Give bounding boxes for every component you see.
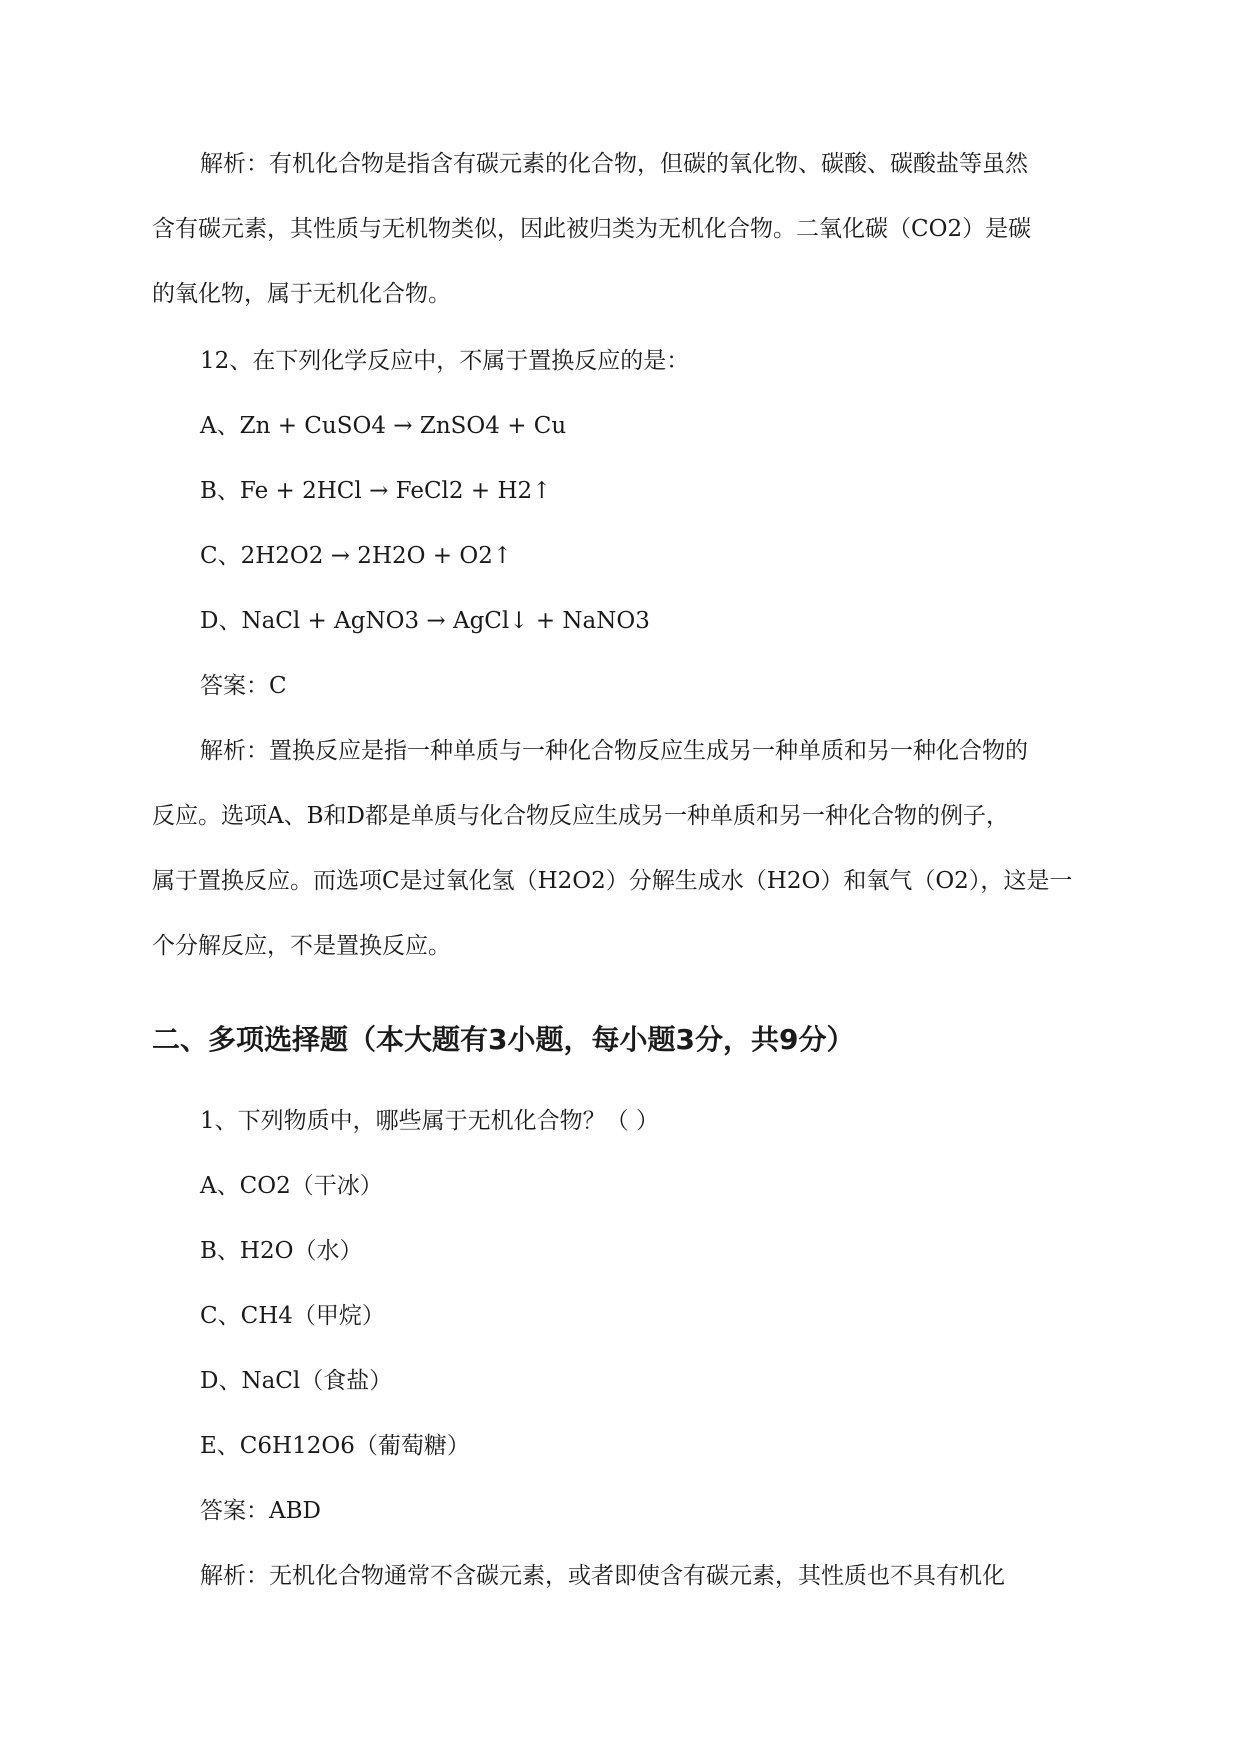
question-m1-option-c: C、CH4（甲烷） bbox=[200, 1303, 385, 1329]
question-m1-option-b: B、H2O（水） bbox=[200, 1238, 363, 1264]
question-m1-option-d: D、NaCl（食盐） bbox=[200, 1368, 393, 1394]
question-m1-answer: 答案：ABD bbox=[200, 1498, 321, 1524]
question-12-answer: 答案：C bbox=[200, 673, 287, 699]
question-m1-option-a: A、CO2（干冰） bbox=[200, 1173, 383, 1199]
question-m1-option-e: E、C6H12O6（葡萄糖） bbox=[200, 1433, 470, 1459]
question-m1-analysis-line-1: 解析：无机化合物通常不含碳元素，或者即使含有碳元素，其性质也不具有机化 bbox=[200, 1563, 1005, 1589]
question-m1-stem: 1、下列物质中，哪些属于无机化合物？（ ） bbox=[200, 1108, 659, 1134]
analysis-11-line-3: 的氧化物，属于无机化合物。 bbox=[152, 281, 451, 307]
question-12-option-d: D、NaCl + AgNO3 → AgCl↓ + NaNO3 bbox=[200, 608, 650, 634]
question-12-option-b: B、Fe + 2HCl → FeCl2 + H2↑ bbox=[200, 478, 552, 504]
question-12-stem: 12、在下列化学反应中，不属于置换反应的是： bbox=[200, 348, 690, 374]
question-12-option-c: C、2H2O2 → 2H2O + O2↑ bbox=[200, 543, 513, 569]
analysis-11-line-2: 含有碳元素，其性质与无机物类似，因此被归类为无机化合物。二氧化碳（CO2）是碳 bbox=[152, 216, 1032, 242]
question-12-analysis-line-3: 属于置换反应。而选项C是过氧化氢（H2O2）分解生成水（H2O）和氧气（O2），这是一 bbox=[152, 868, 1073, 894]
question-12-analysis-line-4: 个分解反应，不是置换反应。 bbox=[152, 933, 451, 959]
question-12-analysis-line-1: 解析：置换反应是指一种单质与一种化合物反应生成另一种单质和另一种化合物的 bbox=[200, 738, 1028, 764]
question-12-analysis-line-2: 反应。选项A、B和D都是单质与化合物反应生成另一种单质和另一种化合物的例子， bbox=[152, 803, 1009, 829]
question-12-option-a: A、Zn + CuSO4 → ZnSO4 + Cu bbox=[200, 413, 567, 439]
analysis-11-line-1: 解析：有机化合物是指含有碳元素的化合物，但碳的氧化物、碳酸、碳酸盐等虽然 bbox=[200, 151, 1028, 177]
section-heading: 二、多项选择题（本大题有3小题，每小题3分，共9分） bbox=[152, 1023, 855, 1056]
